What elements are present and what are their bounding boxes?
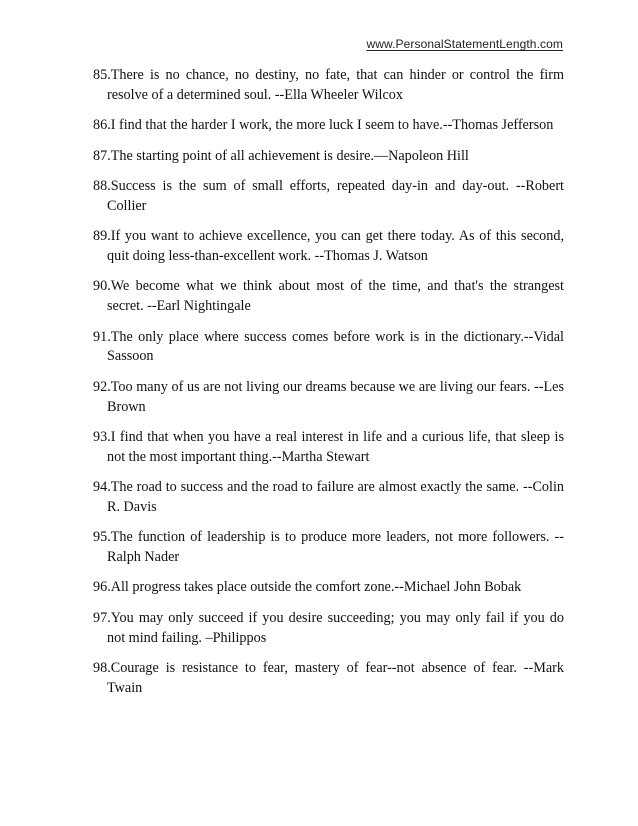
quote-text: Courage is resistance to fear, mastery of fear--not absence of fear. --Mark Twain xyxy=(107,660,564,696)
quote-number: 98. xyxy=(93,660,111,677)
quote-item-88 xyxy=(93,177,564,217)
quote-text: I find that when you have a real interest in life and a curious life, that sleep is not the most important thing.--Martha Stewart xyxy=(107,428,564,465)
quote-text: Success is the sum of small efforts, repeated day-in and day-out. --Robert Collier xyxy=(107,177,564,214)
quote-number: 96. xyxy=(93,579,111,596)
quote-text: The road to success and the road to failure are almost exactly the same. --Colin R. Davis xyxy=(107,479,564,515)
quote-item-95 xyxy=(93,528,564,568)
quote-item-98 xyxy=(93,659,564,699)
quote-number: 87. xyxy=(93,147,111,164)
quote-text: I find that the harder I work, the more luck I seem to have.--Thomas Jefferson xyxy=(110,117,554,134)
quote-text: All progress takes place outside the comfort zone.--Michael John Bobak xyxy=(110,579,522,596)
quote-text: Too many of us are not living our dreams because we are living our fears. --Les Brown xyxy=(107,378,564,415)
quote-number: 93. xyxy=(93,428,111,445)
quote-item-85 xyxy=(93,66,564,106)
quote-text: The starting point of all achievement is desire.—Napoleon Hill xyxy=(110,147,469,164)
quote-text: We become what we think about most of the time, and that's the strangest secret. --Earl Nightingale xyxy=(107,278,564,315)
quote-number: 97. xyxy=(93,609,111,626)
quote-number: 94. xyxy=(93,479,111,496)
quote-text: There is no chance, no destiny, no fate, that can hinder or control the firm resolve of a determined soul. --Ella Wheeler Wilcox xyxy=(107,67,564,103)
quote-item-94 xyxy=(93,478,564,518)
quote-text: The only place where success comes before work is in the dictionary.--Vidal Sassoon xyxy=(107,328,564,365)
quote-item-90 xyxy=(93,277,564,317)
quote-text: The function of leadership is to produce more leaders, not more followers. --Ralph Nader xyxy=(107,529,564,566)
quote-item-93 xyxy=(93,428,564,468)
quote-item-89 xyxy=(93,227,564,267)
quote-number: 89. xyxy=(93,228,111,245)
quote-text: You may only succeed if you desire succeeding; you may only fail if you do not mind failing. –Philippos xyxy=(107,609,564,646)
quote-number: 90. xyxy=(93,278,111,295)
quote-item-92 xyxy=(93,378,564,418)
quote-list xyxy=(93,66,564,709)
quote-item-87 xyxy=(93,147,564,167)
quote-item-86 xyxy=(93,116,564,136)
quote-number: 88. xyxy=(93,177,111,194)
quote-item-91 xyxy=(93,328,564,368)
quote-number: 92. xyxy=(93,378,111,395)
quote-number: 91. xyxy=(93,328,111,345)
quote-number: 95. xyxy=(93,529,111,546)
header-url-link[interactable]: www.PersonalStatementLength.com xyxy=(366,37,563,51)
quote-item-96 xyxy=(93,578,564,598)
quote-text: If you want to achieve excellence, you can get there today. As of this second, quit doing less-than-excellent work. --Thomas J. Watson xyxy=(107,228,564,264)
quote-number: 85. xyxy=(93,67,111,83)
quote-item-97 xyxy=(93,609,564,649)
quote-number: 86. xyxy=(93,117,111,134)
